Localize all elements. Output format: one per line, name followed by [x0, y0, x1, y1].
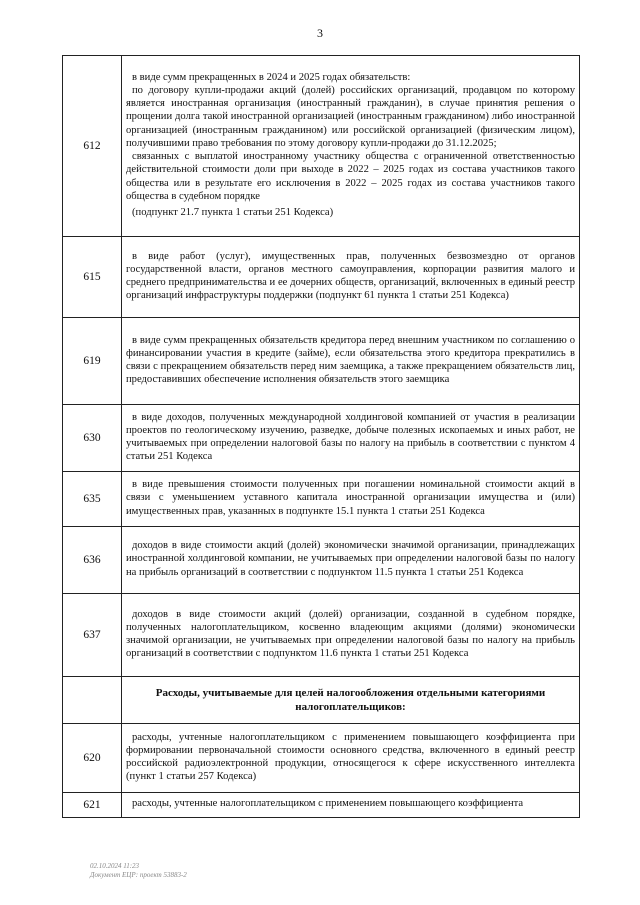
table-row: [63, 793, 580, 818]
code-cell: 619: [63, 318, 122, 405]
description-paragraph: доходов в виде стоимости акций (долей) экономически значимой организации, принадлежащих иностранной холдинговой компании, не учитываемых при определении налоговой базы по налогу на прибыль организаций в соответствии с подпунктом 11.5 пункта 1 статьи 251 Кодекса: [126, 540, 575, 578]
table-row: [63, 237, 580, 318]
description-paragraph: расходы, учтенные налогоплательщиком с применением повышающего коэффициента: [132, 798, 524, 810]
description-cell: [122, 405, 580, 472]
description-cell: [122, 793, 580, 818]
table-row: [63, 594, 580, 677]
code-cell: 635: [63, 472, 122, 527]
description-paragraph: в виде доходов, полученных международной холдинговой компанией от участия в реализации проектов по геологическому изучению, разведке, добыче полезных ископаемых и иных работ, не учитываемых при определении налоговой базы по налогу на прибыль в соответствии с пунктом 4 статьи 251 Кодекса: [126, 411, 575, 463]
section-heading: Расходы, учитываемые для целей налогообложения отдельными категориями налогоплательщиков:: [122, 677, 580, 724]
description-cell: [122, 527, 580, 594]
section-heading-row: [63, 677, 580, 724]
description-paragraph: в виде работ (услуг), имущественных прав, полученных безвозмездно от органов государственной власти, органов местного самоуправления, корпорации развития малого и среднего предпринимательства и ее дочерних обществ, организаций, включенных в единый реестр организаций инфраструктуры поддержки (подпункт 61 пункта 1 статьи 251 Кодекса): [126, 250, 575, 302]
description-cell: [122, 594, 580, 677]
description-paragraph: в виде превышения стоимости полученных при погашении номинальной стоимости акций в связи с уменьшением уставного капитала иностранной организации имущества и (или) имущественных прав, указанных в подпункте 15.1 пункта 1 статьи 251 Кодекса: [126, 479, 575, 517]
description-cell: [122, 56, 580, 237]
income-codes-table: [62, 55, 580, 818]
code-cell: 612: [63, 56, 122, 237]
code-cell: 615: [63, 237, 122, 318]
description-paragraph: связанных с выплатой иностранному участнику общества с ограниченной ответственностью действительной стоимости доли при выходе в 2022 – 2025 годах из состава участников такого общества или в результате его исключения в 2022 – 2025 годах из состава участников такого общества в судебном порядке: [126, 151, 575, 202]
description-paragraph: (подпункт 21.7 пункта 1 статьи 251 Кодекса): [132, 206, 334, 218]
table-row: [63, 527, 580, 594]
document-footer: [90, 862, 187, 880]
code-cell: 637: [63, 594, 122, 677]
description-paragraph: в виде сумм прекращенных обязательств кредитора перед внешним участником по соглашению о финансировании участия в кредите (займе), если обязательства этого кредитора прекратились в связи с прекращением обязательств перед ним заемщика, а также прекращением обязательств лиц, предоставивших обеспечение исполнения обязательств этого заемщика: [126, 334, 575, 386]
description-cell: [122, 724, 580, 793]
page-number: 3: [317, 26, 323, 40]
table-row: [63, 318, 580, 405]
footer-timestamp: 02.10.2024 11:23: [90, 862, 140, 870]
description-cell: [122, 318, 580, 405]
description-paragraph: доходов в виде стоимости акций (долей) организации, созданной в судебном порядке, полученных налогоплательщиком, косвенно владеющим акциями (долями) экономически значимой организации, не учитываемых при определении налоговой базы по налогу на прибыль организаций в соответствии с подпунктом 11.6 пункта 1 статьи 251 Кодекса: [126, 608, 575, 660]
table-row: [63, 472, 580, 527]
table-row: [63, 56, 580, 237]
description-paragraph: в виде сумм прекращенных в 2024 и 2025 годах обязательств:: [132, 71, 411, 83]
code-cell: 620: [63, 724, 122, 793]
table-row: [63, 405, 580, 472]
code-cell: 630: [63, 405, 122, 472]
code-cell: 636: [63, 527, 122, 594]
description-paragraph: расходы, учтенные налогоплательщиком с применением повышающего коэффициента при формировании первоначальной стоимости основного средства, включенного в единый реестр российской радиоэлектронной продукции, относящегося к сфере искусственного интеллекта (пункт 1 статьи 257 Кодекса): [126, 731, 575, 783]
description-paragraph: по договору купли-продажи акций (долей) российских организаций, продавцом по которому является иностранная организация (иностранный гражданин), в случае принятия решения о прощении долга такой иностранной организацией (иностранным гражданином) либо иностранной организацией (иностранным гражданином) или российской организацией (физическим лицом), получившими право требования по этому договору купли-продажи до 31.12.2025;: [126, 85, 575, 149]
table-row: [63, 724, 580, 793]
code-cell: 621: [63, 793, 122, 818]
empty-code-cell: [63, 677, 122, 724]
description-cell: [122, 472, 580, 527]
footer-document-id: Документ ЕЦР: проект 53883-2: [90, 871, 187, 879]
description-cell: [122, 237, 580, 318]
